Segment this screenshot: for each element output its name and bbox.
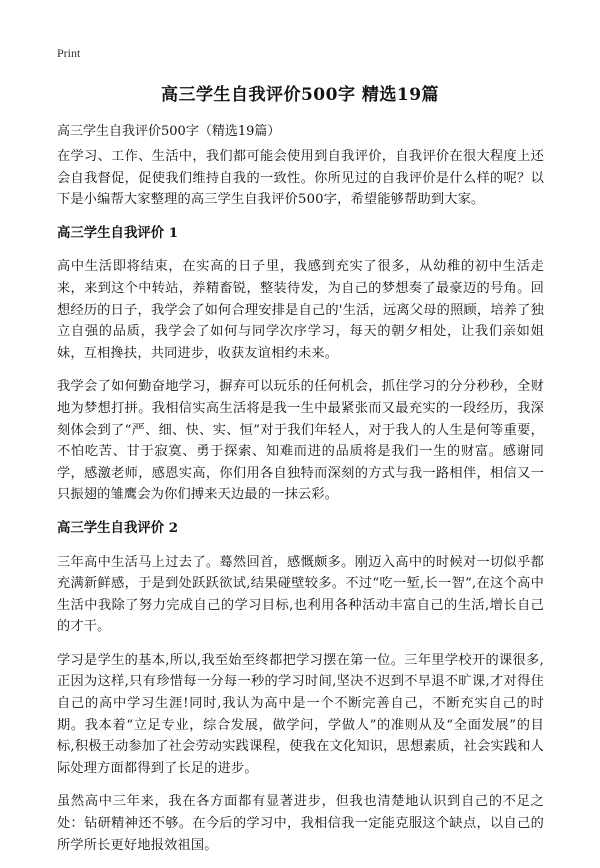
section-2-paragraph-2: 学习是学生的基本,所以,我至始至终都把学习摆在第一位。三年里学校开的课很多,正因为这样,只有珍惜每一分每一秒的学习时间,坚决不迟到不早退不旷课,才对得住自己的高中学习生涯!同时,我认为高中是一个不断完善自己，不断充实自己的时期。我本着“立足专业，综合发展，做学问，学做人”的准则从及“全面发展”的目标,积极王动参加了社会劳动实践课程，使我在文化知识，思想素质，社会实践和人际处理方面都得到了长足的进步。 xyxy=(57,652,544,776)
section-1-paragraph-2: 我学会了如何勤奋地学习，摒弃可以玩乐的任何机会，抓住学习的分分秒秒，全财地为梦想打拼。我相信实高生活将是我一生中最紧张而又最充实的一段经历，我深刻体会到了“严、细、快、实、恒”对于我们年轻人，对于我人的人生是何等重要，不怕吃苦、甘于寂寞、勇于探索、知难而进的品质将是我们一生的财富。感谢同学，感激老师，感恩实高，你们用各自独特而深刻的方式与我一路相伴，相信又一只振翅的雏鹰会为你们搏来天边最的一抹云彩。 xyxy=(57,379,544,503)
section-1-paragraph-1: 高中生活即将结束，在实高的日子里，我感到充实了很多，从幼稚的初中生活走来，来到这个中转站，养精畜锐，整装待发，为自己的梦想奏了最豪迈的号角。回想经历的日子，我学会了如何合理安排是自己的'生活，远离父母的照顾，培养了独立自强的品质，我学会了如何与同学次序学习，每天的朝夕相处，让我们亲如姐妹，互相搀扶，共同进步，收获友谊相约未来。 xyxy=(57,259,544,361)
section-heading-1: 高三学生自我评价 1 xyxy=(57,224,179,241)
print-link[interactable]: Print xyxy=(57,46,81,60)
document-body xyxy=(57,146,544,868)
section-2-paragraph-1: 三年高中生活马上过去了。蓦然回首，感慨颇多。刚迈入高中的时候对一切似乎都充满新鲜感，于是到处跃跃欲试,结果碰壁较多。不过“吃一堑,长一智”,在这个高中生活中我除了努力完成自己的学习目标,也利用各种活动丰富自己的生活,增长自己的才干。 xyxy=(57,554,544,635)
intro-paragraph: 在学习、工作、生活中，我们都可能会使用到自我评价，自我评价在很大程度上还会自我督促，促使我们维持自我的一致性。你所见过的自我评价是什么样的呢？以下是小编帮大家整理的高三学生自我评价500字，希望能够帮助到大家。 xyxy=(57,149,544,208)
section-2-paragraph-3: 虽然高中三年来，我在各方面都有显著进步，但我也清楚地认识到自己的不足之处：钻研精神还不够。在今后的学习中，我相信我一定能克服这个缺点，以自己的所学所长更好地报效祖国。 xyxy=(57,794,544,853)
page-title: 高三学生自我评价500字 精选19篇 xyxy=(160,85,440,105)
section-heading-2: 高三学生自我评价 2 xyxy=(57,519,179,536)
document-subtitle: 高三学生自我评价500字（精选19篇） xyxy=(57,124,281,139)
